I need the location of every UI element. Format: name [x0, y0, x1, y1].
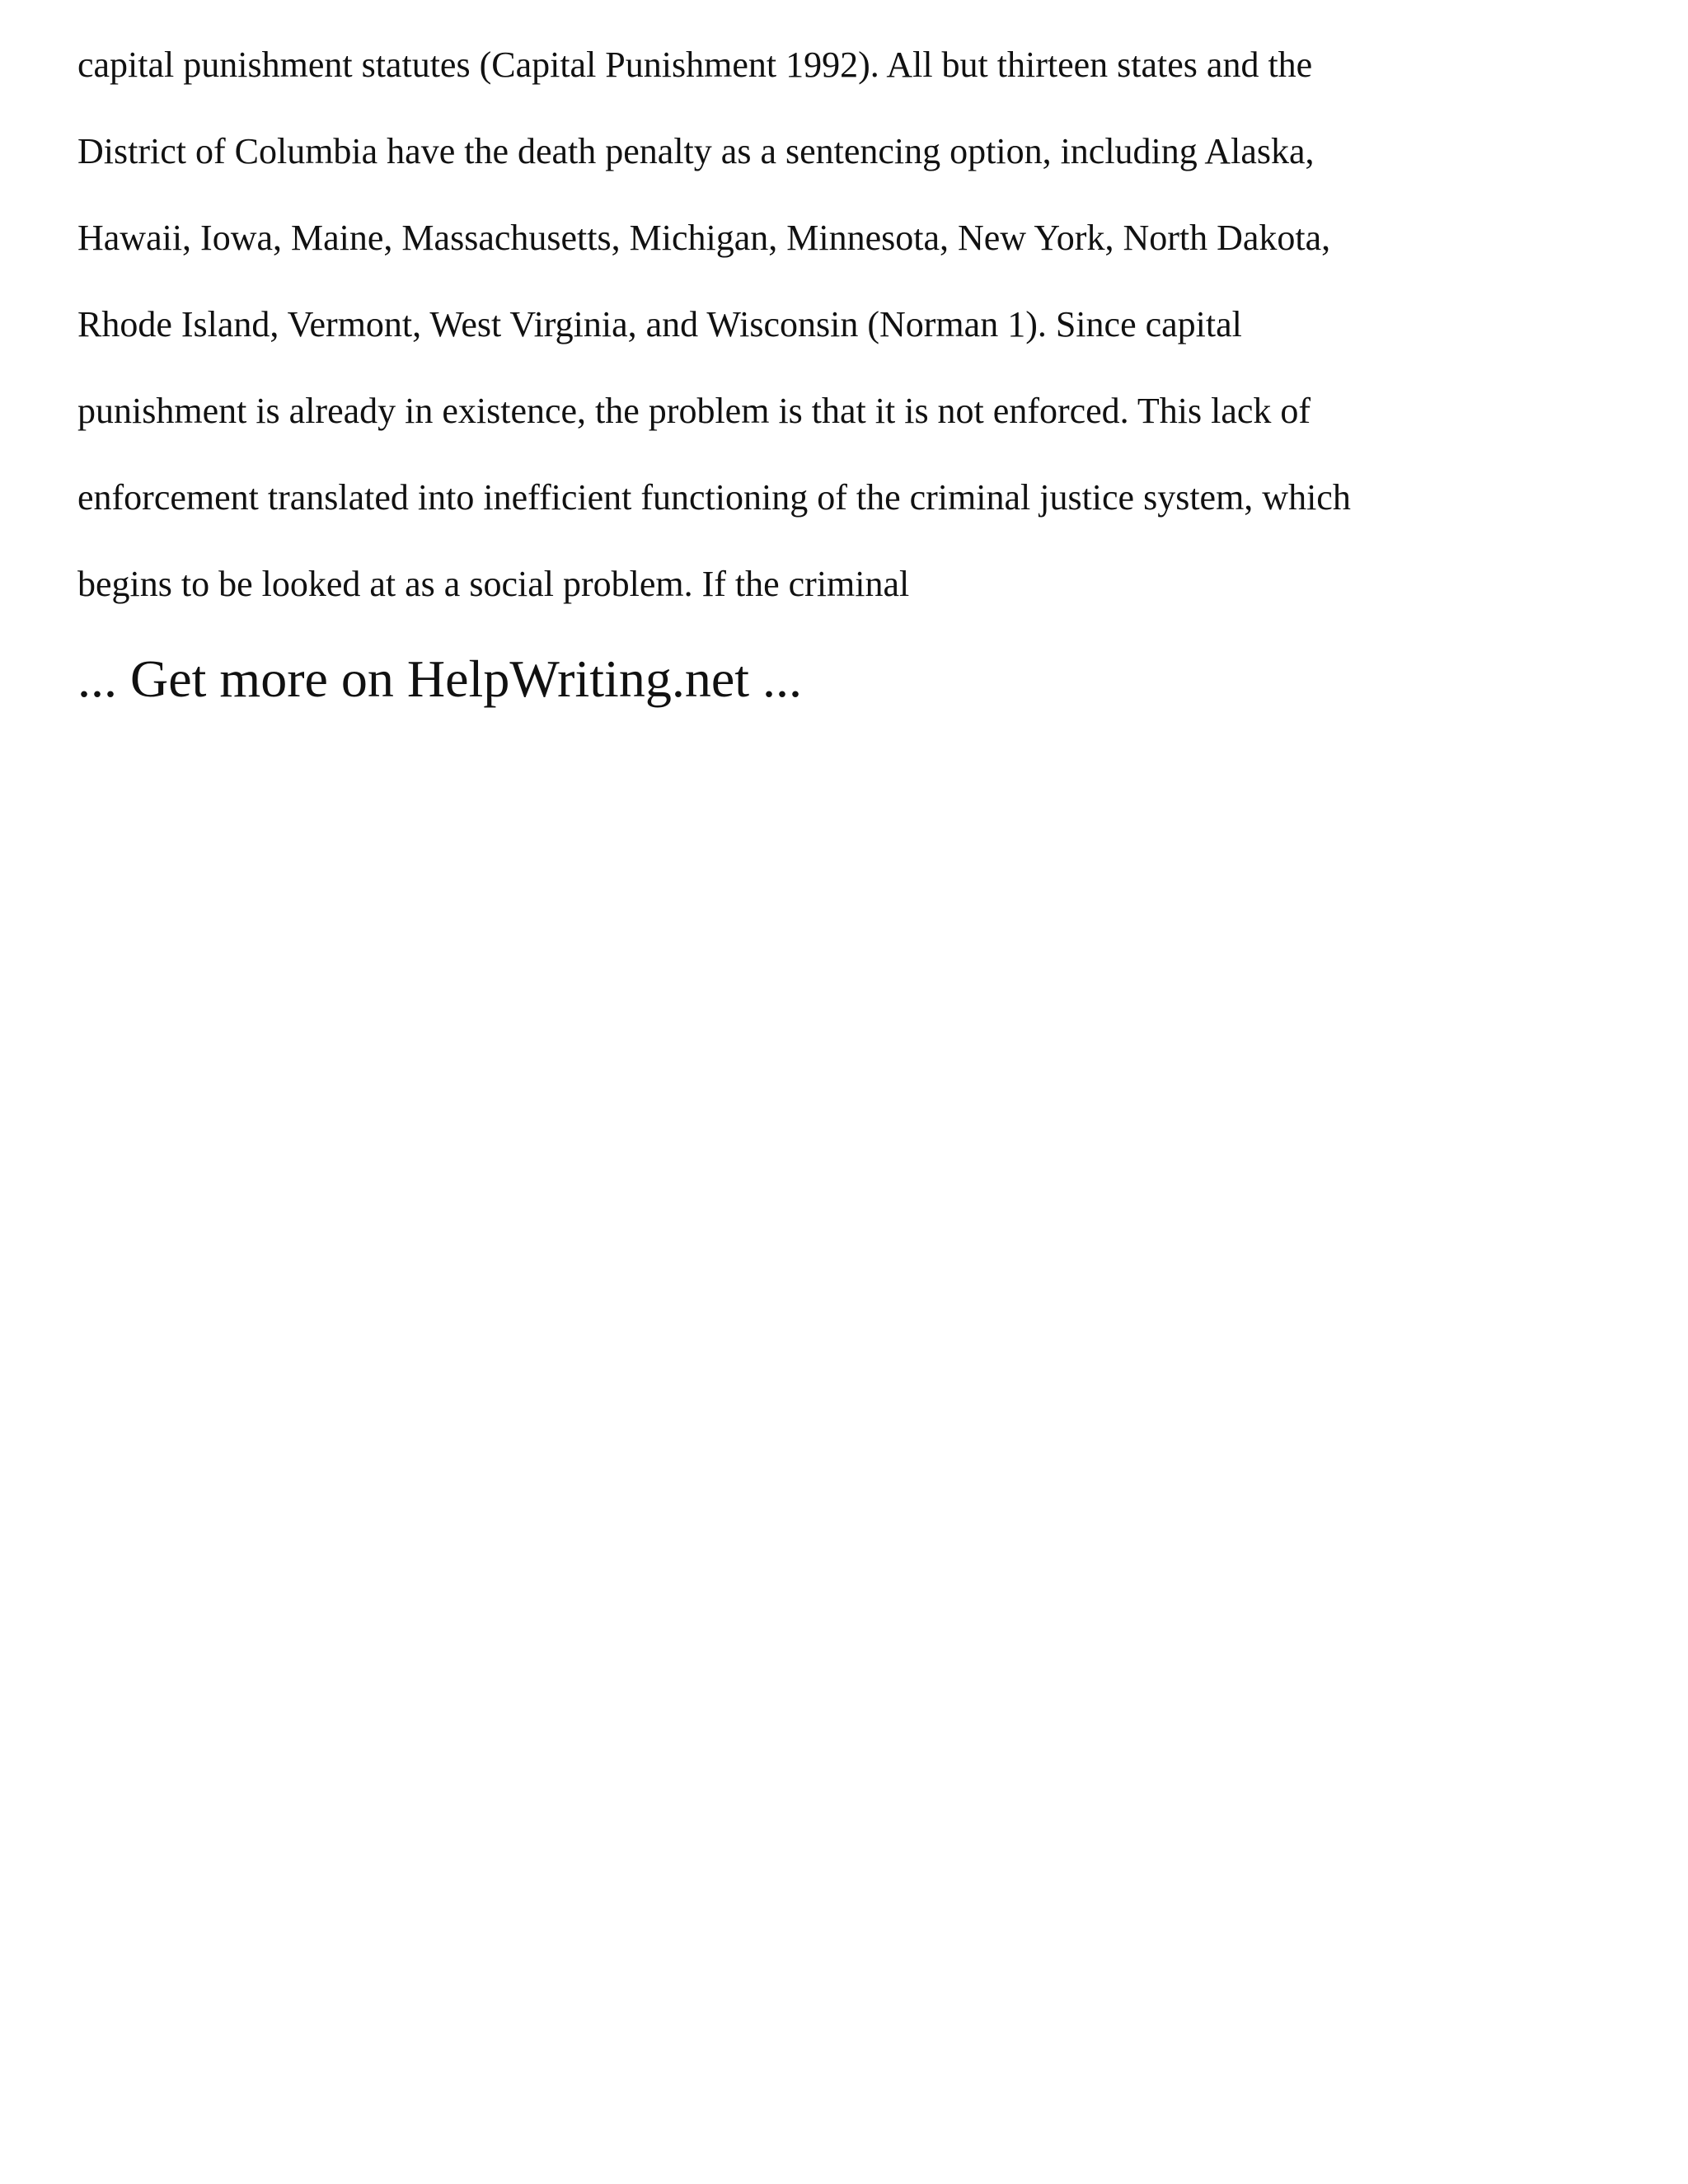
get-more-link[interactable]: ... Get more on HelpWriting.net ... — [77, 649, 802, 708]
paragraph-line: Rhode Island, Vermont, West Virginia, and Wisconsin (Norman 1). Since capital — [77, 304, 1242, 344]
paragraph-line: punishment is already in existence, the problem is that it is not enforced. This lack of — [77, 391, 1311, 431]
paragraph-line: Hawaii, Iowa, Maine, Massachusetts, Michigan, Minnesota, New York, North Dakota, — [77, 218, 1331, 258]
essay-paragraph — [77, 0, 1528, 627]
paragraph-line: begins to be looked at as a social problem. If the criminal — [77, 564, 910, 604]
paragraph-line: District of Columbia have the death penalty as a sentencing option, including Alaska, — [77, 131, 1315, 171]
paragraph-line: enforcement translated into inefficient functioning of the criminal justice system, which — [77, 477, 1351, 518]
paragraph-line: capital punishment statutes (Capital Punishment 1992). All but thirteen states and the — [77, 45, 1313, 85]
